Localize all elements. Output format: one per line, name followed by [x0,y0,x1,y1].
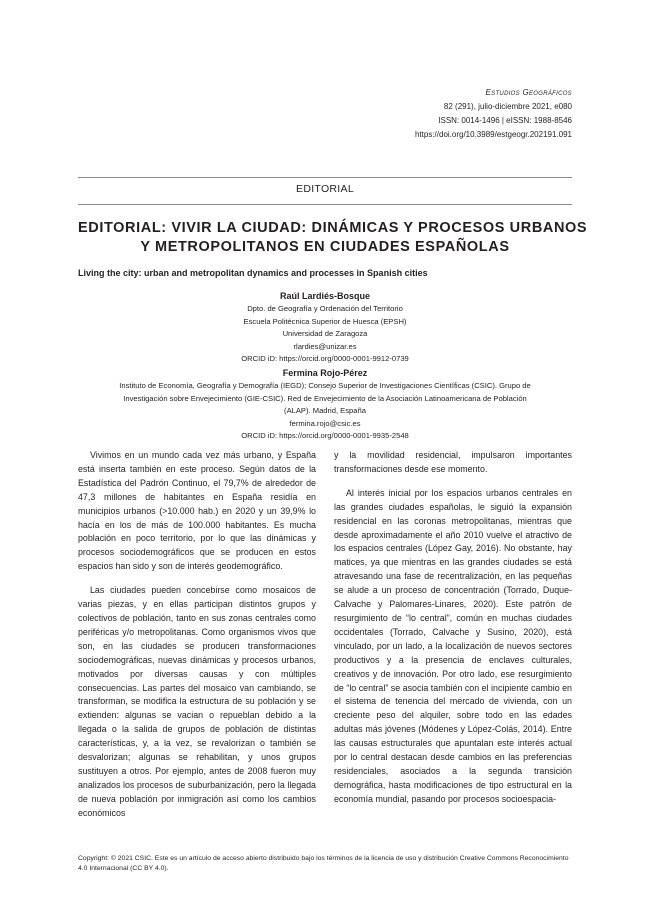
article-title-line-1: EDITORIAL: VIVIR LA CIUDAD: DINÁMICAS Y PROCESOS URBANOS [78,220,588,236]
author-email-link[interactable]: fermina.rojo@csic.es [289,418,361,428]
author-orcid-link[interactable]: ORCID iD: https://orcid.org/0000-0001-9912-0739 [241,354,409,363]
author-orcid-link[interactable]: ORCID iD: https://orcid.org/0000-0001-9935-2548 [241,431,409,440]
body-paragraph: Las ciudades pueden concebirse como mosaicos de varias piezas, y en ellas participan distintos grupos y colectivos de población, tanto en sus zonas centrales como periféricas y/o metropolitanas. Como organismos vivos que son, en las ciudades se producen transformaciones sociodemográficas, nuevas dinámicas y procesos urbanos, motivados por diversas causas y con múltiples consecuencias. Las partes del mosaico van cambiando, se transforman, se modifica la estructura de su población y se extienden: algunas se vacian o repueblan debido a la llegada o la salida de grupos de población de distintas características, y, a la vez, se revalorizan o también se desvalorizan; algunas se rehabilitan, y unos grupos sustituyen a otros. Por ejemplo, antes de 2008 fueron muy analizados los procesos de suburbanización, pero la llegada de nueva población por inmigración así como los cambios económicos [78,585,316,818]
author-affiliation: Universidad de Zaragoza [282,329,368,338]
section-divider [78,204,572,205]
author-affiliation: (ALAP). Madrid, España [284,406,366,415]
author-name: Raúl Lardiés-Bosque [279,291,371,301]
author-affiliation: Instituto de Economía, Geografía y Demografía (IEGD); Consejo Superior de Investigaciones Científicas (CSIC). Grupo de [119,381,531,390]
author-block-2 [78,366,572,443]
author-affiliation: Escuela Politécnica Superior de Huesca (EPSH) [243,316,407,326]
author-block-1 [78,289,572,366]
body-column-right [334,449,572,807]
journal-issue: 82 (291), julio-diciembre 2021, e080 [443,102,572,111]
journal-issn: ISSN: 0014-1496 | eISSN: 1988-8546 [438,116,572,125]
author-name: Fermina Rojo-Pérez [282,368,368,378]
english-title: Living the city: urban and metropolitan dynamics and processes in Spanish cities [78,268,428,278]
author-affiliation: Dpto. de Geografía y Ordenación del Territorio [247,304,403,313]
journal-name: Estudios Geográficos [485,88,572,97]
top-divider [78,177,572,178]
body-column-left [78,449,316,821]
body-paragraph: Vivimos en un mundo cada vez más urbano, y España está inserta también en este proceso. Según datos de la Estadística del Padrón Continuo, el 79,7% de alrededor de 47,3 millones de habitantes en España residía en municipios urbanos (>10.000 hab.) en 2020 y un 39,9% lo hacía en los de más de 100.000 habitantes. Es mucha población en poco territorio, por lo que las dinámicas y procesos sociodemográficos que se producen en estos espacios han sido y son de interés geodemográfico. [78,450,316,572]
author-affiliation: Investigación sobre Envejecimiento (GIE-CSIC). Red de Envejecimiento de la Asociación Latinoamericana de Población [123,393,527,403]
author-email-link[interactable]: rlardies@unizar.es [293,341,357,351]
article-title [78,219,588,257]
article-title-line-2: Y METROPOLITANOS EN CIUDADES ESPAÑOLAS [140,239,510,255]
section-label: EDITORIAL [296,183,354,195]
body-paragraph: Al interés inicial por los espacios urbanos centrales en las grandes ciudades españolas, le siguió la expansión residencial en las coronas metropolitanas, mientras que desde aproximadamente el año 2010 vuelve el atractivo de los espacios centrales (López Gay, 2016). No obstante, hay matices, ya que mientras en las grandes ciudades se está atravesando una fase de recentralización, en las pequeñas se alude a un proceso de concentración (Torrado, Duque-Calvache y Palomares-Linares, 2020). Este patrón de resurgimiento de “lo central”, común en muchas ciudades occidentales (Torrado, Calvache y Susino, 2020), está vinculado, por un lado, a la localización de nuevos sectores productivos y a la presencia de enclaves culturales, creativos y de innovación. Por otro lado, ese resurgimiento de “lo central” se asocia también con el incipiente cambio en el sistema de tenencia del mercado de vivienda, con un creciente peso del alquiler, sobre todo en las edades adultas más jóvenes (Módenes y López-Colás, 2014). Entre las causas estructurales que apuntalan este interés actual por lo central destacan desde cambios en las preferencias residenciales, asociados a la segunda transición demográfica, hasta modificaciones de tipo estructural en la economía mundial, pasando por procesos socioespacia- [334,487,572,804]
body-paragraph: y la movilidad residencial, impulsaron importantes transformaciones desde ese momento. [334,450,572,474]
journal-header [415,86,572,142]
journal-doi-link[interactable]: https://doi.org/10.3989/estgeogr.202191.091 [414,130,572,139]
copyright-notice: Copyright: © 2021 CSIC. Este es un artículo de acceso abierto distribuido bajo los términos de la licencia de uso y distribución Creative Commons Reconocimiento 4.0 Internacional (CC BY 4.0). [78,855,569,872]
